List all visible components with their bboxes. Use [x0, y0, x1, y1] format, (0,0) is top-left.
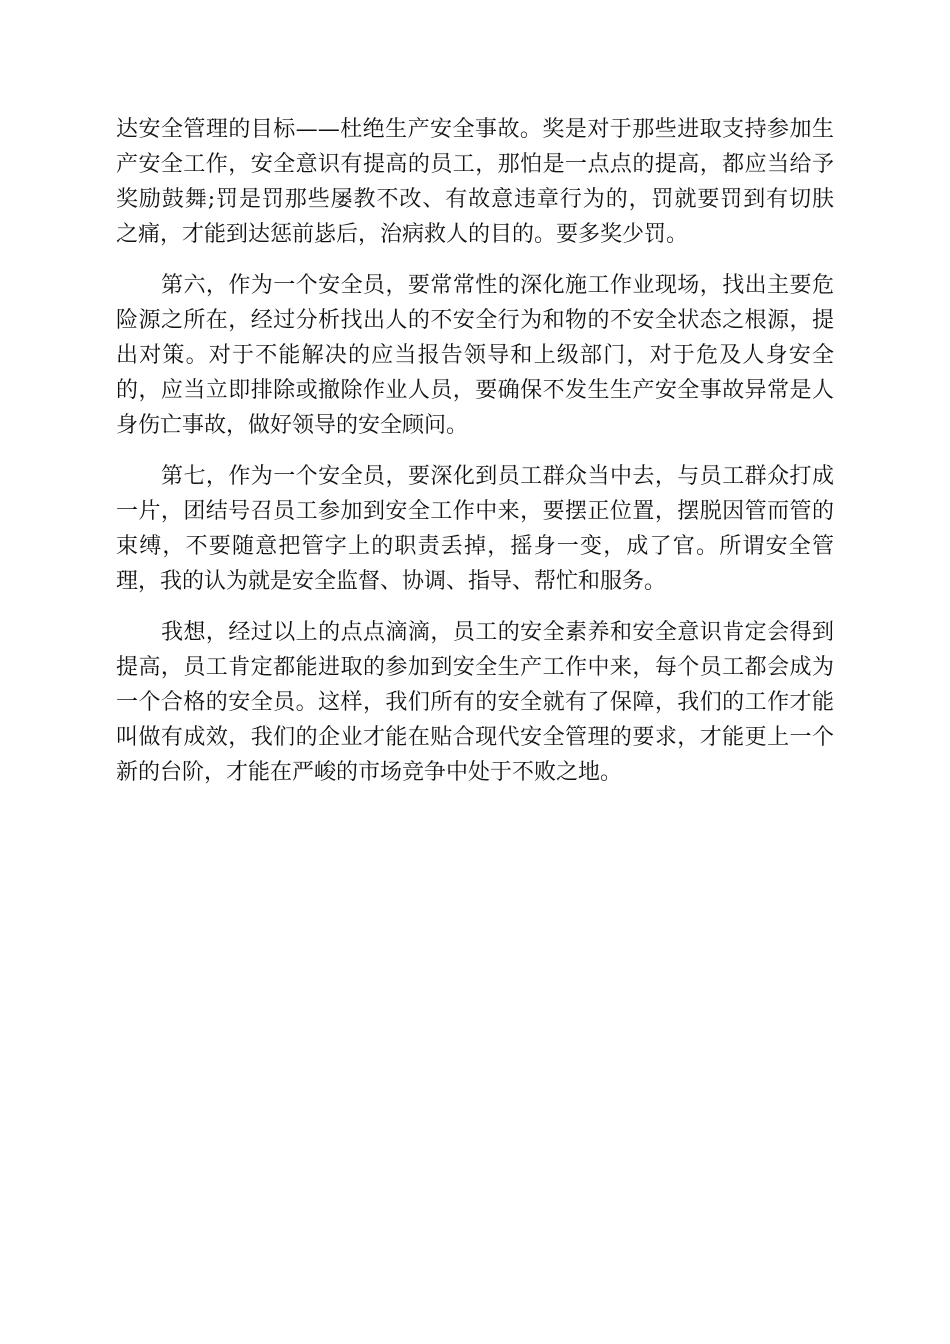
- paragraph-3: [116, 459, 834, 599]
- text-line: 第六，作为一个安全员，要常常性的深化施工作业现场，找出主要危: [161, 273, 834, 298]
- document-body: [116, 112, 834, 806]
- paragraph-1: [116, 112, 834, 252]
- text-line: 奖励鼓舞;罚是罚那些屡教不改、有故意违章行为的，罚就要罚到有切肤: [116, 187, 834, 212]
- paragraph-4: [116, 615, 834, 790]
- text-line: 束缚，不要随意把管字上的职责丢掉，摇身一变，成了官。所谓安全管: [116, 534, 834, 559]
- text-line: 达安全管理的目标——杜绝生产安全事故。奖是对于那些进取支持参加生: [116, 117, 834, 142]
- text-line: 新的台阶，才能在严峻的市场竞争中处于不败之地。: [116, 760, 623, 785]
- text-line: 第七，作为一个安全员，要深化到员工群众当中去，与员工群众打成: [161, 464, 834, 489]
- text-line: 险源之所在，经过分析找出人的不安全行为和物的不安全状态之根源，提: [116, 308, 834, 333]
- text-line: 我想，经过以上的点点滴滴，员工的安全素养和安全意识肯定会得到: [161, 620, 834, 645]
- text-line: 一片，团结号召员工参加到安全工作中来，要摆正位置，摆脱因管而管的: [116, 499, 834, 524]
- text-line: 身伤亡事故，做好领导的安全顾问。: [116, 413, 469, 438]
- text-line: 一个合格的安全员。这样，我们所有的安全就有了保障，我们的工作才能: [116, 690, 834, 715]
- text-line: 产安全工作，安全意识有提高的员工，那怕是一点点的提高，都应当给予: [116, 152, 834, 177]
- text-line: 理，我的认为就是安全监督、协调、指导、帮忙和服务。: [116, 569, 667, 594]
- text-line: 叫做有成效，我们的企业才能在贴合现代安全管理的要求，才能更上一个: [116, 725, 834, 750]
- text-line: 的，应当立即排除或撤除作业人员，要确保不发生生产安全事故异常是人: [116, 378, 834, 403]
- text-line: 提高，员工肯定都能进取的参加到安全生产工作中来，每个员工都会成为: [116, 655, 834, 680]
- text-line: 之痛，才能到达惩前毖后，治病救人的目的。要多奖少罚。: [116, 222, 689, 247]
- paragraph-2: [116, 268, 834, 443]
- text-line: 出对策。对于不能解决的应当报告领导和上级部门，对于危及人身安全: [116, 343, 834, 368]
